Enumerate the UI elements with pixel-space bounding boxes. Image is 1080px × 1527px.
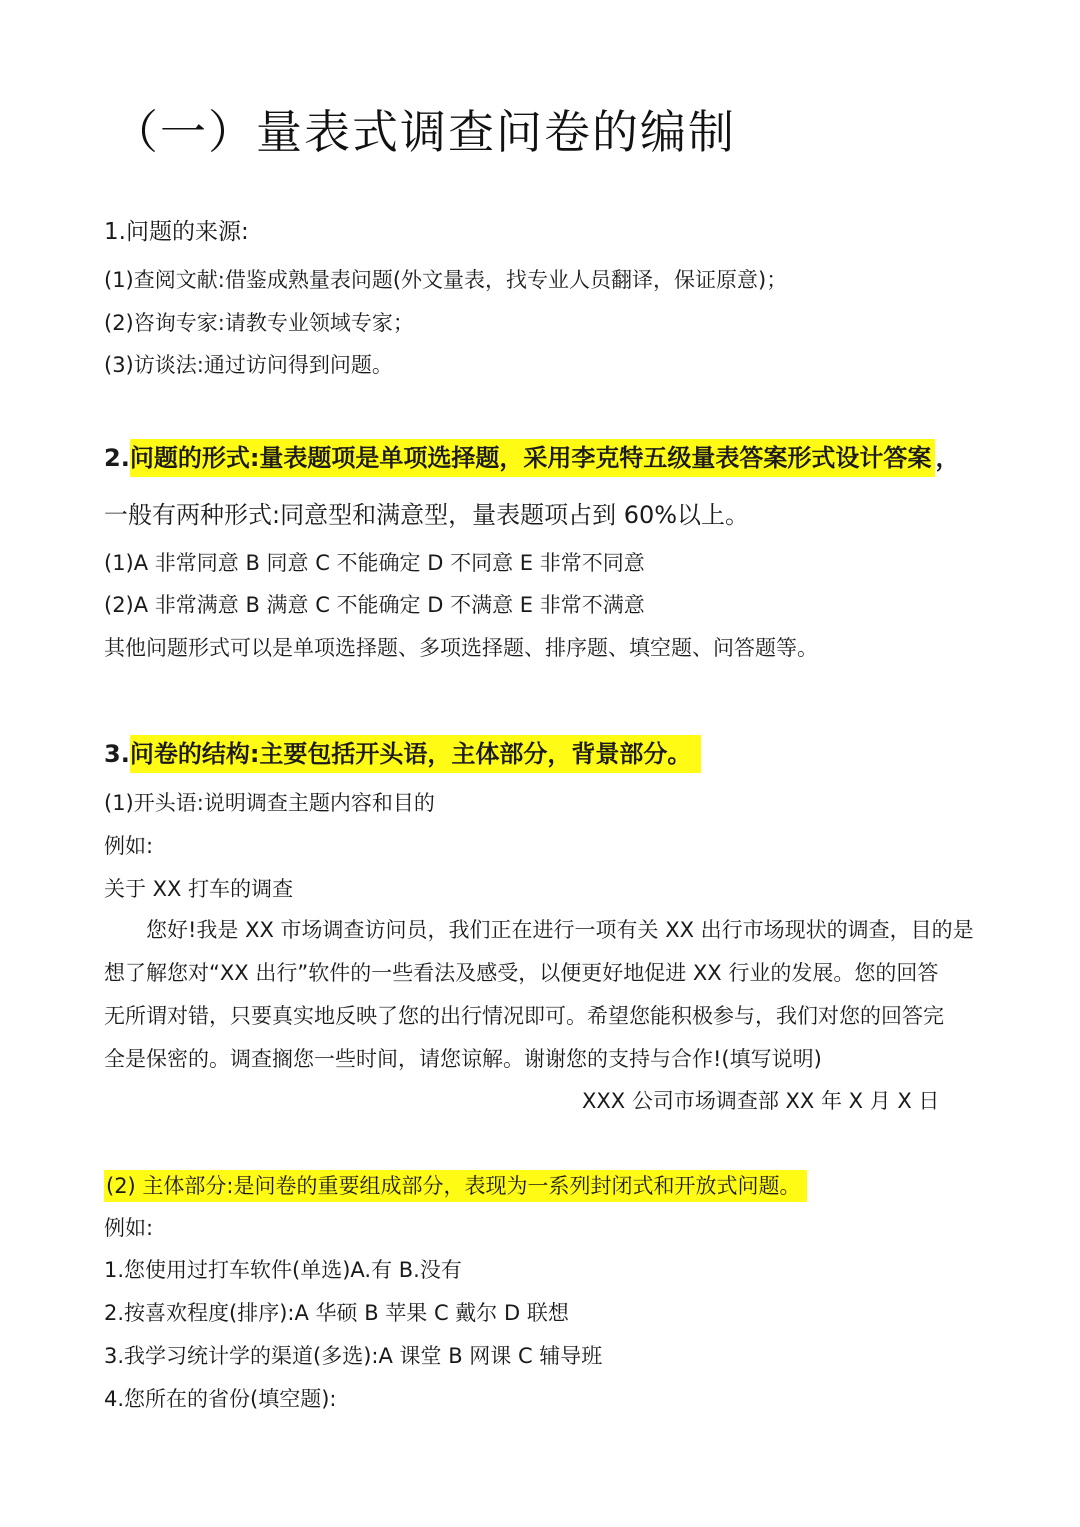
paragraph-line: 全是保密的。调查搁您一些时间，请您谅解。谢谢您的支持与合作!(填写说明) — [104, 1047, 822, 1071]
question-item: 1.您使用过打车软件(单选)A.有 B.没有 — [104, 1258, 462, 1282]
example-label: 例如: — [104, 1216, 154, 1240]
subsection-2-highlight: (2) 主体部分:是问卷的重要组成部分，表现为一系列封闭式和开放式问题。 — [104, 1170, 807, 1202]
survey-title: 关于 XX 打车的调查 — [104, 877, 294, 901]
page-title: （一）量表式调查问卷的编制 — [112, 105, 736, 159]
section-2-heading — [104, 442, 959, 474]
list-item: 其他问题形式可以是单项选择题、多项选择题、排序题、填空题、问答题等。 — [104, 636, 818, 660]
section-3-highlight: 问卷的结构:主要包括开头语，主体部分，背景部分。 — [130, 735, 702, 773]
section-2-highlight: 问题的形式:量表题项是单项选择题，采用李克特五级量表答案形式设计答案 — [130, 439, 936, 477]
section-2-number: 2. — [104, 444, 130, 472]
subsection-heading-highlighted — [104, 1172, 807, 1200]
list-item: (2)咨询专家:请教专业领域专家； — [104, 311, 414, 335]
list-item: (1)A 非常同意 B 同意 C 不能确定 D 不同意 E 非常不同意 — [104, 551, 645, 575]
list-item: (2)A 非常满意 B 满意 C 不能确定 D 不满意 E 非常不满意 — [104, 593, 645, 617]
section-1-heading: 1.问题的来源: — [104, 219, 249, 245]
paragraph-line: 无所谓对错，只要真实地反映了您的出行情况即可。希望您能积极参与，我们对您的回答完 — [104, 1004, 944, 1028]
section-3-number: 3. — [104, 740, 130, 768]
intro-paragraph — [104, 909, 984, 1081]
subsection-heading: (1)开头语:说明调查主题内容和目的 — [104, 791, 435, 815]
list-item: (1)查阅文献:借鉴成熟量表问题(外文量表，找专业人员翻译，保证原意)； — [104, 268, 788, 292]
question-item: 3.我学习统计学的渠道(多选):A 课堂 B 网课 C 辅导班 — [104, 1344, 603, 1368]
list-item: (3)访谈法:通过访问得到问题。 — [104, 353, 393, 377]
section-2-subline: 一般有两种形式:同意型和满意型，量表题项占到 60%以上。 — [104, 501, 750, 529]
example-label: 例如: — [104, 834, 154, 858]
section-2-heading-tail: ， — [935, 444, 960, 472]
signature: XXX 公司市场调查部 XX 年 X 月 X 日 — [582, 1089, 940, 1113]
question-item: 4.您所在的省份(填空题): — [104, 1387, 337, 1411]
section-3-heading — [104, 738, 701, 770]
paragraph-line: 您好!我是 XX 市场调查访问员，我们正在进行一项有关 XX 出行市场现状的调查，目的是 — [146, 918, 974, 942]
paragraph-line: 想了解您对“XX 出行”软件的一些看法及感受，以便更好地促进 XX 行业的发展。您的回答 — [104, 961, 939, 985]
question-item: 2.按喜欢程度(排序):A 华硕 B 苹果 C 戴尔 D 联想 — [104, 1301, 569, 1325]
